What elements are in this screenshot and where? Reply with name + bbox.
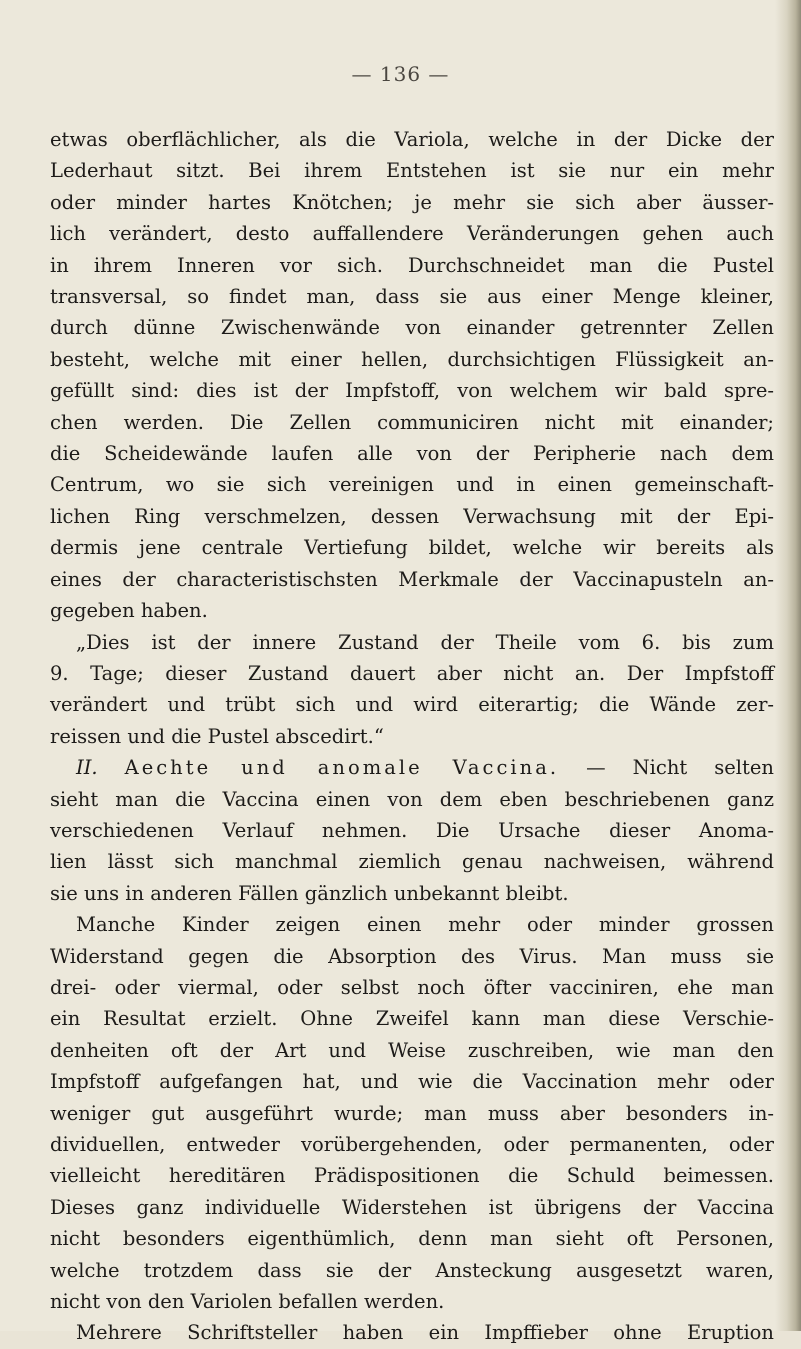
text-line — [50, 752, 774, 783]
text-line: eines der characteristischsten Merkmale der Vaccinapusteln an- — [50, 567, 774, 591]
text-line: Dieses ganz individuelle Widerstehen ist übrigens der Vaccina — [50, 1195, 774, 1219]
text-line: gefüllt sind: dies ist der Impfstoff, von welchem wir bald spre- — [50, 379, 774, 403]
text-line: verschiedenen Verlauf nehmen. Die Ursache dieser Anoma- — [50, 818, 774, 842]
text-line: dividuellen, entweder vorübergehenden, oder permanenten, oder — [50, 1133, 774, 1156]
text-line: chen werden. Die Zellen communiciren nicht mit einander; — [50, 410, 774, 434]
section-dash: — — [559, 756, 633, 780]
text-line: Mehrere Schriftsteller haben ein Impffieber ohne Eruption — [76, 1321, 774, 1345]
page-edge-shadow — [775, 0, 801, 1331]
page-number-header: — 136 — — [351, 62, 450, 86]
text-line: durch dünne Zwischenwände von einander getrennter Zellen — [50, 316, 774, 340]
text-line: nicht besonders eigenthümlich, denn man sieht oft Personen, — [50, 1227, 774, 1251]
text-line: in ihrem Inneren vor sich. Durchschneidet man die Pustel — [50, 253, 774, 277]
text-line: Lederhaut sitzt. Bei ihrem Entstehen ist sie nur ein mehr — [50, 159, 774, 183]
text-line: 9. Tage; dieser Zustand dauert aber nicht an. Der Impfstoff — [50, 661, 774, 685]
text-line: denheiten oft der Art und Weise zuschreiben, wie man den — [50, 1038, 774, 1062]
section-title: Aechte und anomale Vaccina. — [124, 756, 560, 780]
line-text: Nicht selten — [632, 756, 774, 780]
text-line: vielleicht hereditären Prädispositionen die Schuld beimessen. — [50, 1164, 774, 1188]
text-line: reissen und die Pustel abscedirt.“ — [50, 724, 384, 748]
text-line: etwas oberflächlicher, als die Variola, welche in der Dicke der — [50, 128, 774, 151]
text-line: lien lässt sich manchmal ziemlich genau nachweisen, während — [50, 850, 774, 874]
text-line: oder minder hartes Knötchen; je mehr sie sich aber äusser- — [50, 190, 774, 214]
text-line: Manche Kinder zeigen einen mehr oder minder grossen — [76, 913, 774, 937]
text-line: Centrum, wo sie sich vereinigen und in einen gemeinschaft- — [50, 473, 774, 497]
text-line: gegeben haben. — [50, 599, 208, 623]
text-line: sie uns in anderen Fällen gänzlich unbekannt bleibt. — [50, 881, 569, 905]
text-line: welche trotzdem dass sie der Ansteckung ausgesetzt waren, — [50, 1258, 774, 1282]
text-line: verändert und trübt sich und wird eiterartig; die Wände zer- — [50, 693, 774, 717]
text-line: „Dies ist der innere Zustand der Theile vom 6. bis zum — [76, 630, 774, 654]
text-line: lichen Ring verschmelzen, dessen Verwachsung mit der Epi- — [50, 504, 774, 528]
text-line: sieht man die Vaccina einen von dem eben beschriebenen ganz — [50, 787, 774, 811]
body-text — [50, 124, 774, 1349]
text-line: dermis jene centrale Vertiefung bildet, welche wir bereits als — [50, 536, 774, 560]
text-line: die Scheidewände laufen alle von der Peripherie nach dem — [50, 442, 774, 466]
section-number: II. — [76, 756, 125, 780]
text-line: transversal, so findet man, dass sie aus einer Menge kleiner, — [50, 285, 774, 309]
text-line: drei- oder viermal, oder selbst noch öfter vacciniren, ehe man — [50, 975, 774, 999]
text-line: besteht, welche mit einer hellen, durchsichtigen Flüssigkeit an- — [50, 347, 774, 371]
text-line: Impfstoff aufgefangen hat, und wie die Vaccination mehr oder — [50, 1070, 774, 1094]
text-line: lich verändert, desto auffallendere Veränderungen gehen auch — [50, 222, 774, 246]
text-line: Widerstand gegen die Absorption des Virus. Man muss sie — [50, 944, 774, 968]
text-line: ein Resultat erzielt. Ohne Zweifel kann man diese Verschie- — [50, 1007, 774, 1031]
text-line: weniger gut ausgeführt wurde; man muss aber besonders in- — [50, 1101, 774, 1125]
text-line: nicht von den Variolen befallen werden. — [50, 1290, 445, 1314]
